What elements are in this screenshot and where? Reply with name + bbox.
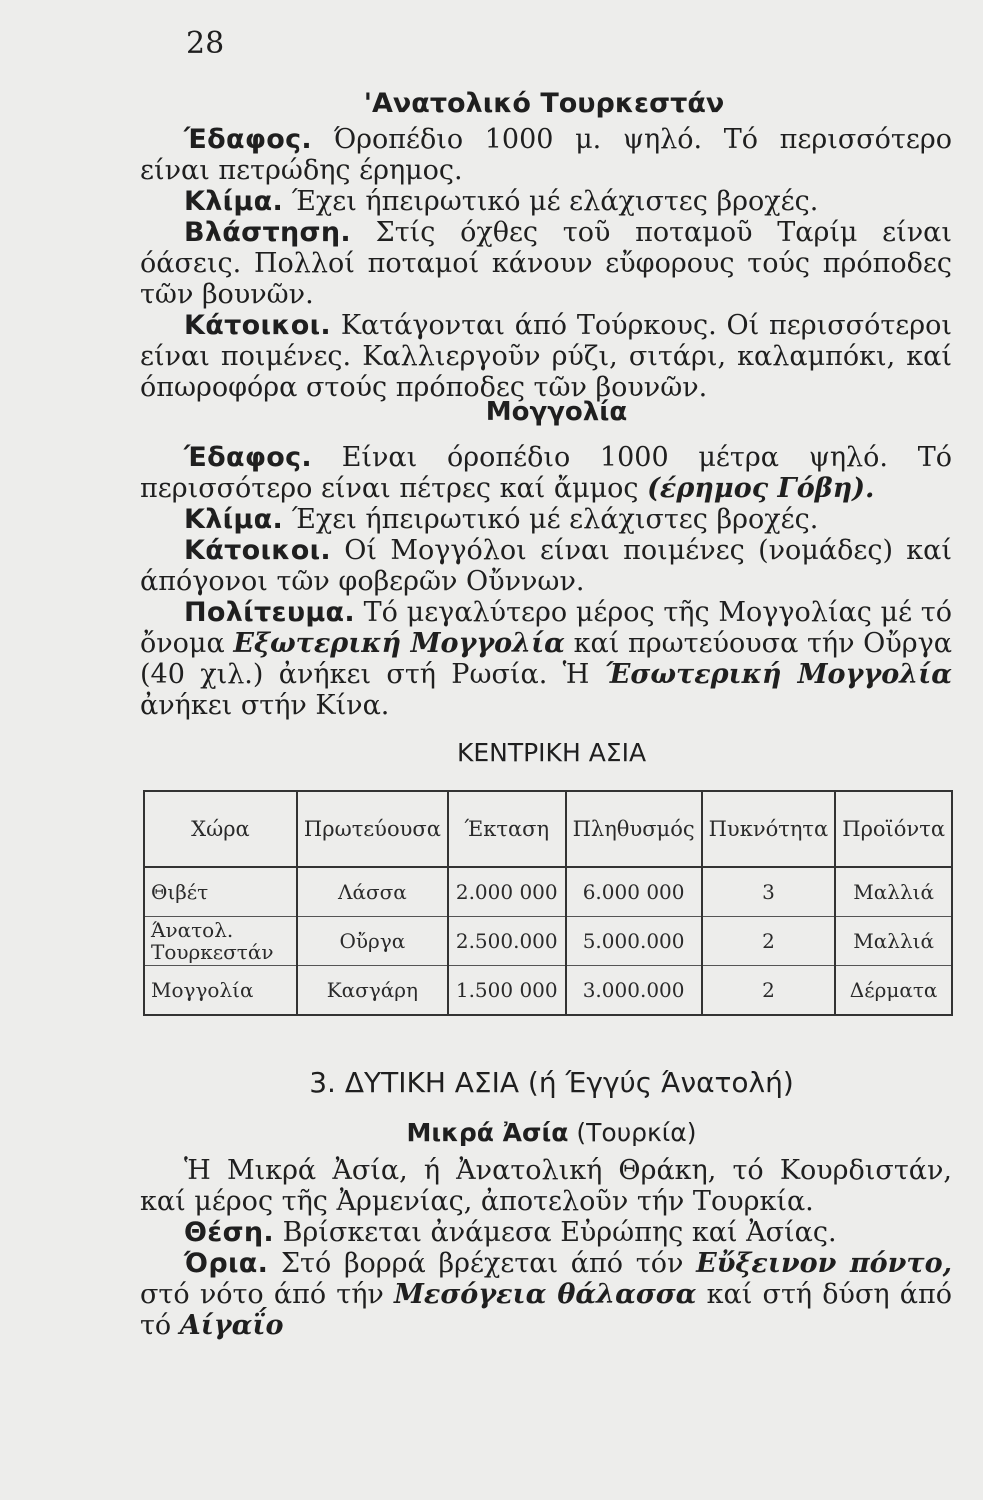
mongolia-title: Μογγολία bbox=[485, 397, 628, 427]
table-header-row bbox=[144, 791, 952, 867]
cell-products: Μαλλιά bbox=[835, 867, 952, 917]
west-asia-oria-text-1: Στό βορρά βρέχεται άπό τόν bbox=[280, 1248, 684, 1279]
cell-area: 2.500.000 bbox=[448, 917, 566, 966]
turkestan-klima-text: Έχει ήπειρωτικό μέ ελάχιστες βροχές. bbox=[291, 186, 819, 217]
cell-country: Θιβέτ bbox=[144, 867, 297, 917]
turkestan-klima-paragraph bbox=[140, 186, 952, 217]
cell-population: 5.000.000 bbox=[566, 917, 702, 966]
cell-density: 3 bbox=[702, 867, 836, 917]
west-asia-oria-text-2: στό νότο άπό τήν bbox=[140, 1279, 384, 1310]
cell-density: 2 bbox=[702, 966, 836, 1016]
mongolia-politeuma-paragraph bbox=[140, 597, 952, 721]
west-asia-oria-emphasis-1: Εὔξεινον πόντο, bbox=[696, 1248, 952, 1279]
west-asia-thesi-text: Βρίσκεται ἀνάμεσα Εὐρώπης καί Ἀσίας. bbox=[282, 1217, 837, 1248]
asia-minor-subtitle-rest: (Τουρκία) bbox=[576, 1118, 697, 1147]
asia-minor-subtitle bbox=[0, 1118, 983, 1147]
west-asia-thesi-paragraph bbox=[140, 1217, 952, 1248]
table-row bbox=[144, 917, 952, 966]
turkestan-title: 'Ανατολικό Τουρκεστάν bbox=[363, 88, 725, 119]
central-asia-table bbox=[143, 790, 953, 1016]
header-country: Χώρα bbox=[144, 791, 297, 867]
mongolia-section bbox=[140, 442, 952, 721]
cell-density: 2 bbox=[702, 917, 836, 966]
cell-capital: Λάσσα bbox=[297, 867, 448, 917]
header-population: Πληθυσμός bbox=[566, 791, 702, 867]
header-area: Έκταση bbox=[448, 791, 566, 867]
central-asia-title: ΚΕΝΤΡΙΚΗ ΑΣΙΑ bbox=[456, 738, 647, 767]
turkestan-edafos-text: Όροπέδιο 1000 μ. ψηλό. Τό περισσότερο είναι πετρώδης έρημος. bbox=[140, 124, 952, 186]
cell-products: Δέρματα bbox=[835, 966, 952, 1016]
mongolia-katoikoi-text: Οί Μογγόλοι είναι ποιμένες (νομάδες) καί άπόγονοι τῶν φοβερῶν Οὔννων. bbox=[140, 535, 952, 597]
mongolia-edafos-text: Είναι όροπέδιο 1000 μέτρα ψηλό. Τό περισσότερο είναι πέτρες καί ἄμμος bbox=[140, 442, 952, 504]
cell-population: 6.000 000 bbox=[566, 867, 702, 917]
west-asia-oria-paragraph bbox=[140, 1248, 952, 1341]
mongolia-edafos-emphasis: (έρημος Γόβη). bbox=[647, 473, 875, 504]
west-asia-oria-emphasis-3: Αίγαΐο bbox=[179, 1310, 284, 1341]
mongolia-katoikoi-paragraph bbox=[140, 535, 952, 597]
west-asia-section-title: 3. ΔΥΤΙΚΗ ΑΣΙΑ (ή Έγγύς Άνατολή) bbox=[309, 1066, 794, 1099]
mongolia-politeuma-label: Πολίτευμα. bbox=[184, 597, 355, 628]
turkestan-vlastisi-text: Στίς όχθες τοῦ ποταμοῦ Ταρίμ είναι όάσεις. Πολλοί ποταμοί κάνουν εὔφορους τούς πρόποδες τῶν βουνῶν. bbox=[140, 217, 952, 310]
table-row bbox=[144, 867, 952, 917]
turkestan-vlastisi-label: Βλάστηση. bbox=[184, 217, 351, 248]
turkestan-edafos-paragraph bbox=[140, 124, 952, 186]
turkestan-katoikoi-paragraph bbox=[140, 310, 952, 403]
west-asia-intro-paragraph: Ἡ Μικρά Ἀσία, ή Ἀνατολική Θράκη, τό Κουρδιστάν, καί μέρος τῆς Ἀρμενίας, ἀποτελοῦν τήν Τουρκία. bbox=[140, 1155, 952, 1217]
header-density: Πυκνότητα bbox=[702, 791, 836, 867]
turkestan-katoikoi-text: Κατάγονται άπό Τούρκους. Οί περισσότεροι είναι ποιμένες. Καλλιεργοῦν ρύζι, σιτάρι, καλαμπόκι, καί όπωροφόρα στούς πρόποδες τῶν βουνῶν. bbox=[140, 310, 952, 403]
mongolia-politeuma-text-2: καί πρωτεύουσα τήν Οὔργα (40 χιλ.) ἀνήκει στή Ρωσία. Ἡ bbox=[140, 628, 952, 690]
west-asia-thesi-label: Θέση. bbox=[184, 1217, 274, 1248]
west-asia-section bbox=[140, 1155, 952, 1341]
turkestan-katoikoi-label: Κάτοικοι. bbox=[184, 310, 331, 341]
turkestan-section bbox=[140, 124, 952, 403]
table-row bbox=[144, 966, 952, 1016]
cell-population: 3.000.000 bbox=[566, 966, 702, 1016]
mongolia-katoikoi-label: Κάτοικοι. bbox=[184, 535, 331, 566]
mongolia-politeuma-text-3: ἀνήκει στήν Κίνα. bbox=[140, 690, 390, 721]
cell-area: 2.000 000 bbox=[448, 867, 566, 917]
mongolia-klima-text: Έχει ήπειρωτικό μέ ελάχιστες βροχές. bbox=[291, 504, 819, 535]
mongolia-klima-paragraph bbox=[140, 504, 952, 535]
cell-capital: Οὔργα bbox=[297, 917, 448, 966]
turkestan-edafos-label: Έδαφος. bbox=[184, 124, 312, 155]
mongolia-edafos-label: Έδαφος. bbox=[184, 442, 312, 473]
mongolia-politeuma-emphasis-1: Εξωτερική Μογγολία bbox=[233, 628, 565, 659]
turkestan-klima-label: Κλίμα. bbox=[184, 186, 284, 217]
turkestan-vlastisi-paragraph bbox=[140, 217, 952, 310]
header-capital: Πρωτεύουσα bbox=[297, 791, 448, 867]
cell-products: Μαλλιά bbox=[835, 917, 952, 966]
cell-capital: Κασγάρη bbox=[297, 966, 448, 1016]
west-asia-oria-emphasis-2: Μεσόγεια θάλασσα bbox=[394, 1279, 697, 1310]
west-asia-oria-text-3: καί στή δύση άπό τό bbox=[140, 1279, 952, 1341]
cell-country: Μογγολία bbox=[144, 966, 297, 1016]
mongolia-politeuma-emphasis-2: Έσωτερική Μογγολία bbox=[604, 659, 952, 690]
cell-country: Άνατολ. Τουρκεστάν bbox=[144, 917, 297, 966]
cell-area: 1.500 000 bbox=[448, 966, 566, 1016]
page-number: 28 bbox=[186, 26, 225, 61]
mongolia-politeuma-text-1: Τό μεγαλύτερο μέρος τῆς Μογγολίας μέ τό ὄνομα bbox=[140, 597, 952, 659]
header-products: Προϊόντα bbox=[835, 791, 952, 867]
mongolia-edafos-paragraph bbox=[140, 442, 952, 504]
west-asia-oria-label: Όρια. bbox=[184, 1248, 269, 1279]
asia-minor-subtitle-bold: Μικρά Ἀσία bbox=[406, 1118, 569, 1147]
mongolia-klima-label: Κλίμα. bbox=[184, 504, 284, 535]
